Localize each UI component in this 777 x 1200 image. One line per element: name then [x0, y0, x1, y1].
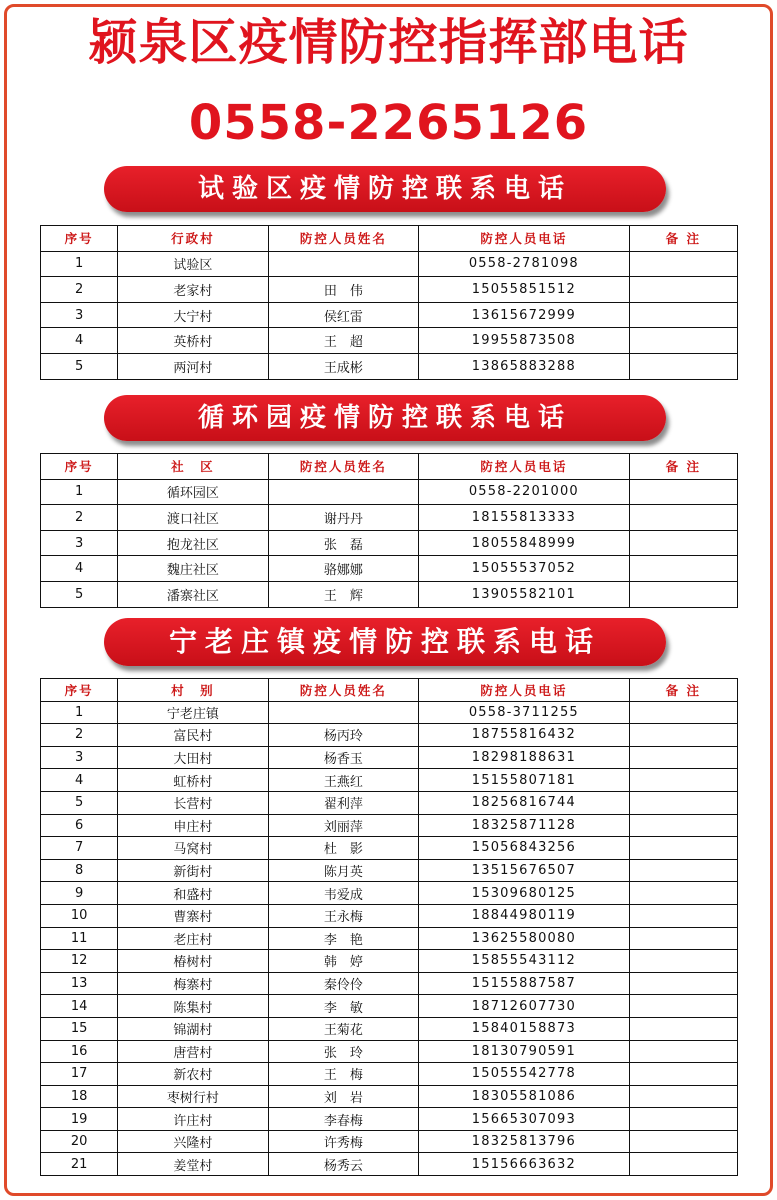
area-cell: 新农村	[118, 1063, 268, 1086]
table-body	[41, 679, 738, 1176]
table-row	[41, 353, 738, 379]
note-cell	[629, 1040, 737, 1063]
seq-cell: 15	[41, 1017, 118, 1040]
seq-cell: 2	[41, 724, 118, 747]
area-cell: 虹桥村	[118, 769, 268, 792]
phone-cell: 19955873508	[419, 328, 630, 354]
person-name-cell: 韩 婷	[268, 950, 418, 973]
note-cell	[629, 353, 737, 379]
seq-cell: 20	[41, 1130, 118, 1153]
column-header-seq: 序号	[41, 226, 118, 252]
person-name-cell: 杨香玉	[268, 746, 418, 769]
area-cell: 大宁村	[118, 302, 268, 328]
person-name-cell	[268, 479, 418, 505]
person-name-cell: 张 玲	[268, 1040, 418, 1063]
section-banner-xunhuanyuan: 循环园疫情防控联系电话	[104, 395, 666, 441]
note-cell	[629, 556, 737, 582]
phone-cell: 18298188631	[419, 746, 630, 769]
note-cell	[629, 859, 737, 882]
person-name-cell: 谢丹丹	[268, 505, 418, 531]
seq-cell: 2	[41, 505, 118, 531]
person-name-cell: 王 超	[268, 328, 418, 354]
note-cell	[629, 277, 737, 303]
phone-cell: 15155887587	[419, 972, 630, 995]
note-cell	[629, 927, 737, 950]
note-cell	[629, 950, 737, 973]
area-cell: 长营村	[118, 791, 268, 814]
table-row	[41, 814, 738, 837]
note-cell	[629, 837, 737, 860]
area-cell: 陈集村	[118, 995, 268, 1018]
person-name-cell: 侯红雷	[268, 302, 418, 328]
area-cell: 许庄村	[118, 1108, 268, 1131]
seq-cell: 8	[41, 859, 118, 882]
seq-cell: 19	[41, 1108, 118, 1131]
note-cell	[629, 972, 737, 995]
area-cell: 循环园区	[118, 479, 268, 505]
seq-cell: 13	[41, 972, 118, 995]
table-row	[41, 1085, 738, 1108]
phone-cell: 15056843256	[419, 837, 630, 860]
column-header-note: 备 注	[629, 454, 737, 480]
table-row	[41, 1108, 738, 1131]
phone-cell: 13515676507	[419, 859, 630, 882]
note-cell	[629, 1130, 737, 1153]
phone-cell: 13625580080	[419, 927, 630, 950]
table-header-row	[41, 226, 738, 252]
column-header-person-name: 防控人员姓名	[268, 454, 418, 480]
area-cell: 魏庄社区	[118, 556, 268, 582]
column-header-seq: 序号	[41, 454, 118, 480]
note-cell	[629, 701, 737, 724]
seq-cell: 21	[41, 1153, 118, 1176]
person-name-cell: 刘丽萍	[268, 814, 418, 837]
area-cell: 宁老庄镇	[118, 701, 268, 724]
person-name-cell: 许秀梅	[268, 1130, 418, 1153]
table-row	[41, 904, 738, 927]
phone-cell: 15155807181	[419, 769, 630, 792]
person-name-cell	[268, 701, 418, 724]
phone-cell: 15055537052	[419, 556, 630, 582]
phone-cell: 18055848999	[419, 530, 630, 556]
phone-cell: 18155813333	[419, 505, 630, 531]
table-row	[41, 277, 738, 303]
person-name-cell: 杨丙玲	[268, 724, 418, 747]
table-row	[41, 791, 738, 814]
main-phone-number: 0558-2265126	[188, 95, 589, 151]
person-name-cell: 杨秀云	[268, 1153, 418, 1176]
column-header-person-name: 防控人员姓名	[268, 226, 418, 252]
note-cell	[629, 1085, 737, 1108]
person-name-cell: 翟利萍	[268, 791, 418, 814]
note-cell	[629, 1063, 737, 1086]
seq-cell: 17	[41, 1063, 118, 1086]
area-cell: 申庄村	[118, 814, 268, 837]
area-cell: 锦湖村	[118, 1017, 268, 1040]
seq-cell: 4	[41, 769, 118, 792]
table-row	[41, 1040, 738, 1063]
table-row	[41, 950, 738, 973]
phone-cell: 18130790591	[419, 1040, 630, 1063]
phone-cell: 18256816744	[419, 791, 630, 814]
seq-cell: 18	[41, 1085, 118, 1108]
table-row	[41, 530, 738, 556]
area-cell: 老家村	[118, 277, 268, 303]
table-row	[41, 1130, 738, 1153]
seq-cell: 6	[41, 814, 118, 837]
table-row	[41, 769, 738, 792]
seq-cell: 5	[41, 791, 118, 814]
table-row	[41, 328, 738, 354]
table-row	[41, 701, 738, 724]
table-header-row	[41, 454, 738, 480]
table-header-row	[41, 679, 738, 702]
table-row	[41, 859, 738, 882]
person-name-cell: 刘 岩	[268, 1085, 418, 1108]
person-name-cell: 王 梅	[268, 1063, 418, 1086]
column-header-phone: 防控人员电话	[419, 226, 630, 252]
seq-cell: 9	[41, 882, 118, 905]
seq-cell: 14	[41, 995, 118, 1018]
person-name-cell	[268, 251, 418, 277]
person-name-cell: 杜 影	[268, 837, 418, 860]
seq-cell: 10	[41, 904, 118, 927]
table-row	[41, 927, 738, 950]
table-row	[41, 505, 738, 531]
table-row	[41, 1063, 738, 1086]
note-cell	[629, 1108, 737, 1131]
area-cell: 椿树村	[118, 950, 268, 973]
phone-cell: 13615672999	[419, 302, 630, 328]
area-cell: 和盛村	[118, 882, 268, 905]
table-body	[41, 454, 738, 608]
area-cell: 梅寨村	[118, 972, 268, 995]
main-title: 颍泉区疫情防控指挥部电话	[88, 14, 689, 71]
phone-cell: 18325813796	[419, 1130, 630, 1153]
note-cell	[629, 530, 737, 556]
area-cell: 大田村	[118, 746, 268, 769]
table-row	[41, 972, 738, 995]
area-cell: 两河村	[118, 353, 268, 379]
seq-cell: 11	[41, 927, 118, 950]
note-cell	[629, 1153, 737, 1176]
person-name-cell: 王菊花	[268, 1017, 418, 1040]
section-banner-shiyanqu: 试验区疫情防控联系电话	[104, 166, 666, 212]
person-name-cell: 骆娜娜	[268, 556, 418, 582]
area-cell: 马窝村	[118, 837, 268, 860]
table-row	[41, 746, 738, 769]
area-cell: 唐营村	[118, 1040, 268, 1063]
column-header-note: 备 注	[629, 679, 737, 702]
area-cell: 试验区	[118, 251, 268, 277]
seq-cell: 16	[41, 1040, 118, 1063]
column-header-phone: 防控人员电话	[419, 679, 630, 702]
note-cell	[629, 882, 737, 905]
contact-table-ninglaozhuang	[40, 678, 738, 1176]
phone-cell: 15840158873	[419, 1017, 630, 1040]
column-header-area: 社 区	[118, 454, 268, 480]
section-banner-ninglaozhuang: 宁老庄镇疫情防控联系电话	[104, 618, 666, 666]
person-name-cell: 王成彬	[268, 353, 418, 379]
phone-cell: 0558-2781098	[419, 251, 630, 277]
person-name-cell: 李春梅	[268, 1108, 418, 1131]
note-cell	[629, 746, 737, 769]
phone-cell: 18844980119	[419, 904, 630, 927]
person-name-cell: 李 艳	[268, 927, 418, 950]
phone-cell: 18755816432	[419, 724, 630, 747]
area-cell: 抱龙社区	[118, 530, 268, 556]
phone-cell: 15055542778	[419, 1063, 630, 1086]
column-header-person-name: 防控人员姓名	[268, 679, 418, 702]
note-cell	[629, 814, 737, 837]
note-cell	[629, 769, 737, 792]
table-row	[41, 479, 738, 505]
phone-cell: 13905582101	[419, 581, 630, 607]
phone-cell: 18325871128	[419, 814, 630, 837]
seq-cell: 4	[41, 556, 118, 582]
seq-cell: 12	[41, 950, 118, 973]
note-cell	[629, 1017, 737, 1040]
phone-cell: 0558-2201000	[419, 479, 630, 505]
note-cell	[629, 479, 737, 505]
phone-cell: 15855543112	[419, 950, 630, 973]
column-header-phone: 防控人员电话	[419, 454, 630, 480]
person-name-cell: 王永梅	[268, 904, 418, 927]
phone-cell: 15156663632	[419, 1153, 630, 1176]
note-cell	[629, 328, 737, 354]
seq-cell: 2	[41, 277, 118, 303]
seq-cell: 5	[41, 581, 118, 607]
area-cell: 曹寨村	[118, 904, 268, 927]
area-cell: 新街村	[118, 859, 268, 882]
phone-cell: 15309680125	[419, 882, 630, 905]
person-name-cell: 陈月英	[268, 859, 418, 882]
area-cell: 潘寨社区	[118, 581, 268, 607]
note-cell	[629, 995, 737, 1018]
seq-cell: 3	[41, 530, 118, 556]
area-cell: 渡口社区	[118, 505, 268, 531]
column-header-note: 备 注	[629, 226, 737, 252]
table-row	[41, 1153, 738, 1176]
phone-cell: 15055851512	[419, 277, 630, 303]
table-row	[41, 581, 738, 607]
seq-cell: 4	[41, 328, 118, 354]
person-name-cell: 秦伶伶	[268, 972, 418, 995]
note-cell	[629, 904, 737, 927]
phone-cell: 15665307093	[419, 1108, 630, 1131]
table-row	[41, 837, 738, 860]
note-cell	[629, 791, 737, 814]
table-row	[41, 302, 738, 328]
phone-cell: 13865883288	[419, 353, 630, 379]
person-name-cell: 王燕红	[268, 769, 418, 792]
person-name-cell: 韦爱成	[268, 882, 418, 905]
contact-table-xunhuanyuan	[40, 453, 738, 608]
phone-cell: 0558-3711255	[419, 701, 630, 724]
note-cell	[629, 724, 737, 747]
table-row	[41, 1017, 738, 1040]
seq-cell: 5	[41, 353, 118, 379]
note-cell	[629, 251, 737, 277]
area-cell: 英桥村	[118, 328, 268, 354]
person-name-cell: 张 磊	[268, 530, 418, 556]
area-cell: 姜堂村	[118, 1153, 268, 1176]
phone-cell: 18305581086	[419, 1085, 630, 1108]
area-cell: 老庄村	[118, 927, 268, 950]
seq-cell: 1	[41, 701, 118, 724]
seq-cell: 7	[41, 837, 118, 860]
area-cell: 富民村	[118, 724, 268, 747]
seq-cell: 3	[41, 746, 118, 769]
seq-cell: 1	[41, 479, 118, 505]
person-name-cell: 李 敏	[268, 995, 418, 1018]
seq-cell: 1	[41, 251, 118, 277]
person-name-cell: 王 辉	[268, 581, 418, 607]
table-row	[41, 556, 738, 582]
note-cell	[629, 581, 737, 607]
contact-table-shiyanqu	[40, 225, 738, 380]
table-body	[41, 226, 738, 380]
area-cell: 兴隆村	[118, 1130, 268, 1153]
table-row	[41, 995, 738, 1018]
table-row	[41, 251, 738, 277]
area-cell: 枣树行村	[118, 1085, 268, 1108]
column-header-area: 行政村	[118, 226, 268, 252]
person-name-cell: 田 伟	[268, 277, 418, 303]
table-row	[41, 724, 738, 747]
note-cell	[629, 505, 737, 531]
table-row	[41, 882, 738, 905]
note-cell	[629, 302, 737, 328]
column-header-seq: 序号	[41, 679, 118, 702]
phone-cell: 18712607730	[419, 995, 630, 1018]
seq-cell: 3	[41, 302, 118, 328]
column-header-area: 村 别	[118, 679, 268, 702]
